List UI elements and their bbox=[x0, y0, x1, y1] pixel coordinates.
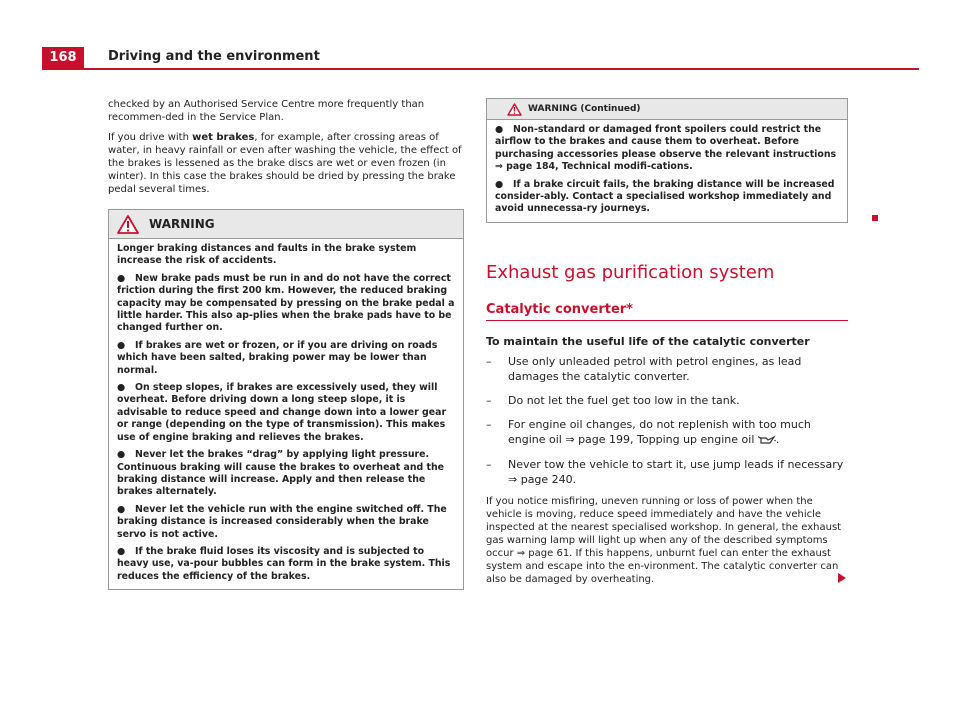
catalytic-subsection bbox=[486, 302, 848, 321]
warning-continued-body bbox=[487, 120, 847, 222]
warning-bullet-text: On steep slopes, if brakes are excessively used, they will overheat. Before driving down a long steep slope, it is advisable to reduce speed and change down into a lower gear or range (depending on the type of transmission). This makes use of engine braking and relieves the brakes. bbox=[117, 382, 447, 443]
list-item-text: Never tow the vehicle to start it, use jump leads if necessary ⇒ page 240. bbox=[508, 457, 844, 486]
list-item bbox=[486, 417, 848, 448]
right-column bbox=[486, 98, 848, 223]
exhaust-section bbox=[486, 262, 848, 283]
subsection-rule bbox=[486, 320, 848, 321]
list-dash: – bbox=[486, 457, 492, 471]
warning-intro: Longer braking distances and faults in the brake system increase the risk of accidents. bbox=[117, 243, 417, 267]
list-item bbox=[486, 457, 848, 487]
paragraph: checked by an Authorised Service Centre more frequently than recommen-ded in the Service Plan. bbox=[108, 99, 425, 123]
continue-arrow-icon bbox=[838, 573, 846, 583]
warning-bullet-text: New brake pads must be run in and do not have the correct friction during the first 200 km. However, the reduced braking capacity may be compensated by pressing on the brake pedal a little harder. This also ap-plies when the brake pads have to be changed further on. bbox=[117, 272, 455, 334]
warning-bullet-text: Never let the vehicle run with the engine switched off. The braking distance is increased considerably when the brake servo is not active. bbox=[117, 503, 447, 540]
warning-triangle-icon bbox=[507, 103, 522, 116]
text-run: If you drive with bbox=[108, 132, 193, 143]
warning-bullet-text: Never let the brakes “drag” by applying light pressure. Continuous braking will cause the brakes to overheat and the braking distance will increase. Apply and then release the brakes alternately. bbox=[117, 449, 445, 498]
warning-bullet-text: If a brake circuit fails, the braking distance will be increased consider-ably. Contact a specialised workshop immediately and avoid unnecessa-ry journeys. bbox=[495, 178, 835, 215]
warning-body bbox=[109, 239, 463, 589]
warning-continued-header bbox=[487, 99, 847, 120]
left-column bbox=[108, 98, 464, 590]
warning-bullet-text: If brakes are wet or frozen, or if you are driving on roads which have been salted, braking power may be lower than normal. bbox=[117, 339, 438, 376]
bold-heading: To maintain the useful life of the catalytic converter bbox=[486, 335, 810, 348]
paragraph bbox=[108, 131, 464, 196]
warning-bullet: ● New brake pads must be run in and do not have the correct friction during the first 200 km. However, the reduced braking capacity may be compensated by pressing on the brake pedal a little harder. This also ap-plies when the brake pads have to be changed further on. bbox=[117, 272, 455, 334]
warning-header bbox=[109, 210, 463, 239]
page-number: 168 bbox=[42, 47, 84, 69]
warning-bullet: ● If the brake fluid loses its viscosity and is subjected to heavy use, va-pour bubbles can form in the brake system. This reduces the efficiency of the brakes. bbox=[117, 545, 451, 582]
list-dash: – bbox=[486, 394, 492, 407]
list-item-end: . bbox=[775, 433, 780, 446]
warning-continued-title: WARNING (Continued) bbox=[528, 104, 641, 114]
catalytic-content bbox=[486, 335, 848, 593]
warning-triangle-icon bbox=[117, 215, 139, 234]
subsection-title: Catalytic converter* bbox=[486, 302, 633, 317]
chapter-title: Driving and the environment bbox=[108, 49, 320, 64]
warning-box bbox=[108, 209, 464, 590]
warning-bullet: ● Never let the vehicle run with the engine switched off. The braking distance is increased considerably when the brake servo is not active. bbox=[117, 503, 447, 540]
list-item bbox=[486, 354, 848, 384]
list-item-text: For engine oil changes, do not replenish with too much engine oil ⇒ page 199, Topping up engine oil bbox=[508, 418, 811, 446]
header-rule bbox=[42, 68, 919, 70]
warning-bullet: ● If brakes are wet or frozen, or if you are driving on roads which have been salted, braking power may be lower than normal. bbox=[117, 339, 438, 376]
end-square-icon bbox=[872, 215, 878, 221]
bold-term: wet brakes bbox=[192, 132, 255, 143]
section-title: Exhaust gas purification system bbox=[486, 262, 775, 283]
list-item bbox=[486, 393, 848, 408]
warning-title: WARNING bbox=[149, 217, 215, 231]
warning-continued-box bbox=[486, 98, 848, 223]
closing-paragraph: If you notice misfiring, uneven running or loss of power when the vehicle is moving, reduce speed immediately and have the vehicle inspected at the nearest specialised workshop. In general, the exhaust gas warning lamp will light up when any of the described symptoms occur ⇒ page 61. If this happens, unburnt fuel can enter the exhaust system and escape into the en-vironment. The catalytic converter can also be damaged by overheating. bbox=[486, 495, 842, 585]
warning-bullet: ● Non-standard or damaged front spoilers could restrict the airflow to the brakes and cause them to overheat. Before purchasing accessories please observe the relevant instructions ⇒ page 184, Technical modifi-cations. bbox=[495, 124, 837, 173]
text-run: , for example, after crossing areas of water, in heavy rainfall or even after washing the vehicle, the effect of the brakes is lessened as the brake discs are wet or even frozen (in winter). In this case the brakes should be dried by pressing the brake pedal several times. bbox=[108, 132, 462, 195]
warning-bullet: ● If a brake circuit fails, the braking distance will be increased consider-ably. Contact a specialised workshop immediately and avoid unnecessa-ry journeys. bbox=[495, 178, 835, 215]
warning-bullet: ● Never let the brakes “drag” by applying light pressure. Continuous braking will cause the brakes to overheat and the braking distance will increase. Apply and then release the brakes alternately. bbox=[117, 449, 445, 498]
oil-can-icon bbox=[758, 433, 776, 448]
list-item-text: Do not let the fuel get too low in the tank. bbox=[508, 394, 740, 407]
list-dash: – bbox=[486, 355, 492, 368]
warning-bullet-text: Non-standard or damaged front spoilers could restrict the airflow to the brakes and cause them to overheat. Before purchasing accessories please observe the relevant instructions ⇒ page 184, Technical modifi-cations. bbox=[495, 124, 837, 173]
warning-bullet-text: If the brake fluid loses its viscosity and is subjected to heavy use, va-pour bubbles can form in the brake system. This reduces the efficiency of the brakes. bbox=[117, 545, 451, 582]
list-dash: – bbox=[486, 418, 492, 431]
list-item-text: Use only unleaded petrol with petrol engines, as lead damages the catalytic converter. bbox=[508, 355, 802, 383]
warning-bullet: ● On steep slopes, if brakes are excessively used, they will overheat. Before driving down a long steep slope, it is advisable to reduce speed and change down into a lower gear or range (depending on the type of transmission). This makes use of engine braking and relieves the brakes. bbox=[117, 382, 447, 443]
